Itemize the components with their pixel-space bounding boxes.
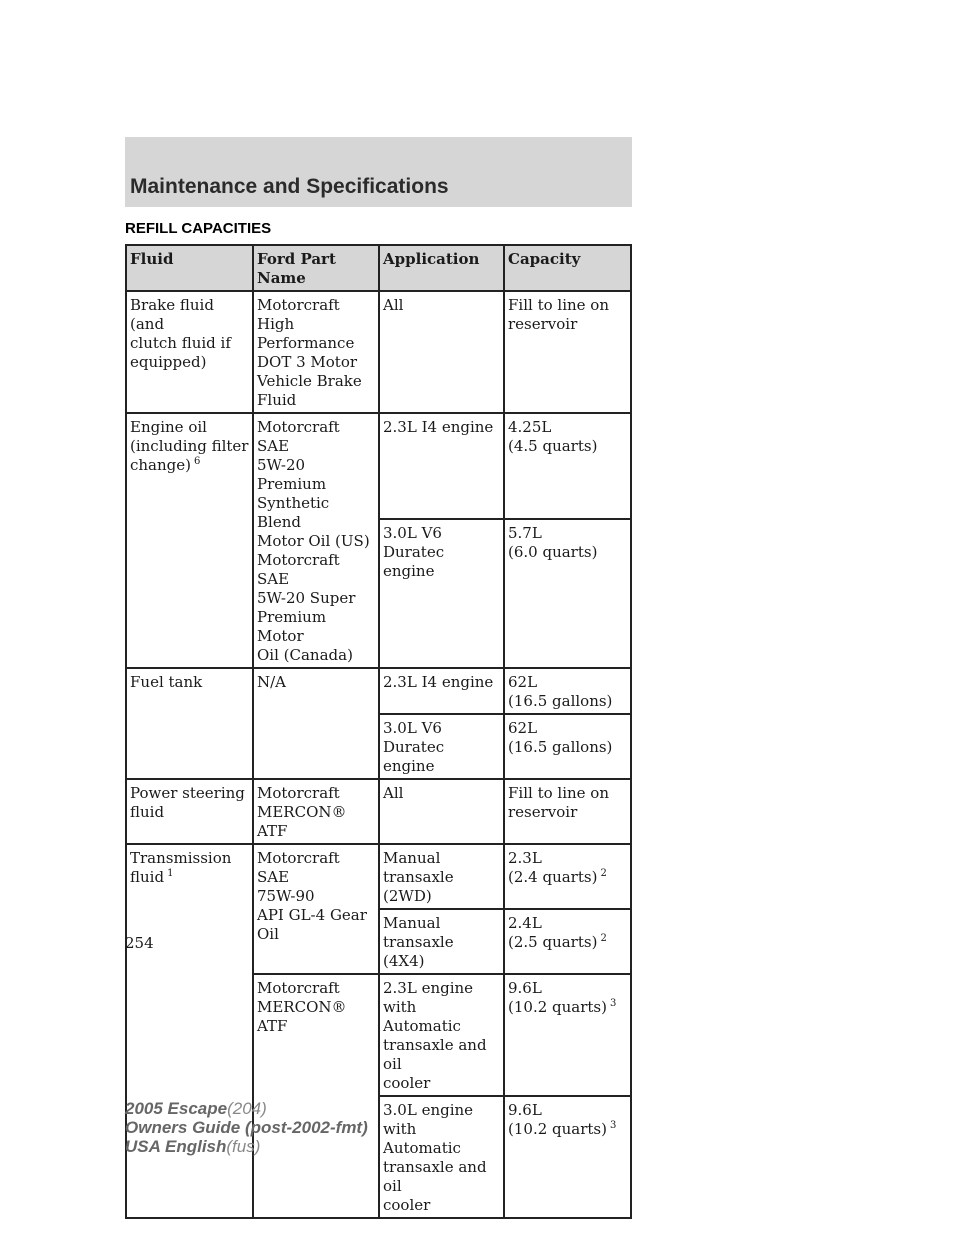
part-name-cell (253, 844, 379, 974)
capacity-cell (504, 668, 631, 714)
application-cell-line: Automatic (383, 1139, 461, 1157)
application-cell-line: engine (383, 757, 435, 775)
fluid-cell-line (130, 456, 249, 475)
footer-line-model (125, 1099, 368, 1118)
capacity-cell-line: reservoir (508, 803, 578, 821)
capacity-cell (504, 413, 631, 519)
application-cell-line: engine (383, 561, 435, 580)
part-name-cell-line: Motorcraft SAE (257, 418, 340, 455)
application-cell-line: transaxle and oil (383, 1158, 487, 1195)
capacity-cell-line (508, 998, 627, 1017)
part-name-cell-line: 75W-90 (257, 887, 315, 905)
part-name-cell-line: Motorcraft (257, 979, 340, 997)
application-cell (379, 844, 504, 909)
capacity-cell (504, 779, 631, 844)
refill-capacities-table (125, 244, 632, 1219)
part-name-cell-line: Motor Oil (US) (257, 532, 370, 550)
application-cell (379, 668, 504, 714)
application-cell-line: 2.3L I4 engine (383, 673, 494, 691)
part-name-cell-line: Premium Motor (257, 608, 327, 645)
application-cell-line: 3.0L V6 Duratec (383, 523, 445, 561)
application-cell-line: All (383, 784, 404, 802)
capacity-cell-line (508, 868, 627, 887)
page-title: Maintenance and Specifications (130, 175, 449, 198)
header-ford-part-name: Ford Part Name (253, 245, 379, 291)
application-cell (379, 413, 504, 519)
fluid-cell-text: change) (130, 456, 191, 474)
part-name-cell-line: MERCON® ATF (257, 998, 347, 1035)
fluid-cell-line: (including filter (130, 437, 249, 455)
capacity-cell-text: (10.2 quarts) (508, 998, 607, 1016)
table-row (126, 844, 631, 909)
application-cell-line: 2.3L engine with (383, 979, 474, 1016)
fluid-cell-line: clutch fluid if (130, 334, 231, 352)
part-name-cell-line: Motorcraft (257, 784, 340, 802)
footnote-marker: 2 (600, 868, 607, 879)
part-name-cell-line: 5W-20 Premium (257, 456, 327, 493)
header-application: Application (379, 245, 504, 291)
table-row (126, 668, 631, 714)
capacity-cell-line (508, 933, 627, 952)
table-body (126, 291, 631, 1218)
header-capacity: Capacity (504, 245, 631, 291)
footer-model: 2005 Escape (125, 1099, 228, 1118)
part-name-cell (253, 668, 379, 779)
capacity-cell-text: (2.4 quarts) (508, 868, 598, 886)
capacity-cell-line: 62L (508, 673, 538, 691)
fluid-cell-line: Power steering (130, 784, 245, 802)
capacity-cell-line: 9.6L (508, 1101, 542, 1119)
fluid-cell (126, 291, 253, 413)
footer (125, 1099, 368, 1156)
application-cell-line: (2WD) (383, 887, 432, 905)
part-name-cell-line: Motorcraft High (257, 296, 340, 333)
capacity-cell-line: (4.5 quarts) (508, 437, 598, 455)
capacity-cell-line: 2.4L (508, 914, 542, 932)
capacity-cell (504, 1096, 631, 1218)
part-name-cell-line: Fluid (257, 391, 297, 409)
capacity-cell-line: (16.5 gallons) (508, 738, 613, 756)
application-cell-line: cooler (383, 1074, 431, 1092)
application-cell-line: All (383, 296, 404, 314)
fluid-cell (126, 413, 253, 668)
header-fluid: Fluid (126, 245, 253, 291)
footer-language: USA English (125, 1137, 227, 1156)
part-name-cell-line: Motorcraft SAE (257, 551, 340, 588)
footer-line-guide (125, 1118, 368, 1137)
fluid-cell (126, 779, 253, 844)
part-name-cell-line: API GL-4 Gear (257, 906, 367, 924)
application-cell-line: Manual transaxle (383, 914, 454, 951)
capacity-cell (504, 974, 631, 1096)
table-row (126, 291, 631, 413)
capacity-cell-text: (2.5 quarts) (508, 933, 598, 951)
table-row (126, 779, 631, 844)
fluid-cell (126, 668, 253, 779)
capacity-cell-text: (10.2 quarts) (508, 1120, 607, 1138)
part-name-cell-line: N/A (257, 673, 287, 691)
footer-guide: Owners Guide (post-2002-fmt) (125, 1118, 368, 1137)
part-name-cell-line: DOT 3 Motor (257, 353, 358, 371)
capacity-cell-line: 5.7L (508, 523, 542, 542)
page-number: 254 (125, 934, 154, 952)
part-name-cell-line: MERCON® ATF (257, 803, 347, 840)
fluid-cell-line: Brake fluid (and (130, 296, 214, 333)
part-name-cell (253, 974, 379, 1218)
part-name-cell (253, 413, 379, 668)
application-cell-line: 2.3L I4 engine (383, 418, 494, 436)
capacity-cell (504, 844, 631, 909)
fluid-cell-line: fluid (130, 803, 165, 821)
capacity-cell (504, 909, 631, 974)
application-cell-line: (4X4) (383, 952, 425, 970)
footnote-marker: 3 (609, 1120, 617, 1131)
application-cell (379, 1096, 504, 1218)
capacity-cell (504, 714, 631, 779)
fluid-cell-line: Transmission (130, 849, 232, 867)
footer-model-code: (204) (227, 1099, 267, 1118)
part-name-cell-line: Oil (Canada) (257, 646, 353, 664)
capacity-cell-line: 2.3L (508, 849, 542, 867)
application-cell-line: 3.0L engine with (383, 1101, 474, 1138)
fluid-cell (126, 844, 253, 1218)
footnote-marker: 2 (600, 933, 607, 944)
footnote-marker: 1 (167, 868, 174, 879)
fluid-cell-line: Fuel tank (130, 673, 203, 691)
application-cell (379, 974, 504, 1096)
application-cell-line: transaxle and oil (383, 1036, 487, 1073)
capacity-cell-line: reservoir (508, 315, 578, 333)
part-name-cell-line: 5W-20 Super (257, 589, 356, 607)
application-cell (379, 291, 504, 413)
footnote-marker: 3 (609, 998, 617, 1009)
capacity-cell-line: (6.0 quarts) (508, 542, 598, 561)
capacity-cell-line: 62L (508, 719, 538, 737)
application-cell-line: Automatic (383, 1017, 461, 1035)
application-cell-line: Manual transaxle (383, 849, 454, 886)
table-row (126, 413, 631, 519)
application-cell (379, 909, 504, 974)
part-name-cell (253, 291, 379, 413)
capacity-cell-line (508, 1120, 627, 1139)
application-cell (379, 714, 504, 779)
application-cell-line: 3.0L V6 Duratec (383, 719, 445, 756)
part-name-cell (253, 779, 379, 844)
capacity-cell (504, 519, 631, 668)
capacity-cell (504, 291, 631, 413)
capacity-cell-line: (16.5 gallons) (508, 692, 613, 710)
table-header-row (126, 245, 631, 291)
footnote-marker: 6 (194, 456, 201, 467)
part-name-cell-line: Vehicle Brake (257, 372, 362, 390)
capacity-cell-line: Fill to line on (508, 784, 609, 802)
part-name-cell-line: Synthetic Blend (257, 494, 330, 531)
section-title: REFILL CAPACITIES (125, 220, 272, 237)
application-cell-line: cooler (383, 1196, 431, 1214)
fluid-cell-text: fluid (130, 868, 165, 886)
application-cell (379, 519, 504, 668)
fluid-cell-line: equipped) (130, 353, 207, 371)
part-name-cell-line: Motorcraft SAE (257, 849, 340, 886)
fluid-cell-line (130, 868, 249, 887)
capacity-cell-line: 9.6L (508, 979, 542, 997)
application-cell (379, 779, 504, 844)
footer-language-code: (fus) (226, 1137, 261, 1156)
capacity-cell-line: Fill to line on (508, 296, 609, 314)
part-name-cell-line: Oil (257, 925, 279, 943)
fluid-cell-line: Engine oil (130, 418, 207, 436)
part-name-cell-line: Performance (257, 334, 355, 352)
capacity-cell-line: 4.25L (508, 418, 552, 436)
footer-line-language (125, 1137, 368, 1156)
